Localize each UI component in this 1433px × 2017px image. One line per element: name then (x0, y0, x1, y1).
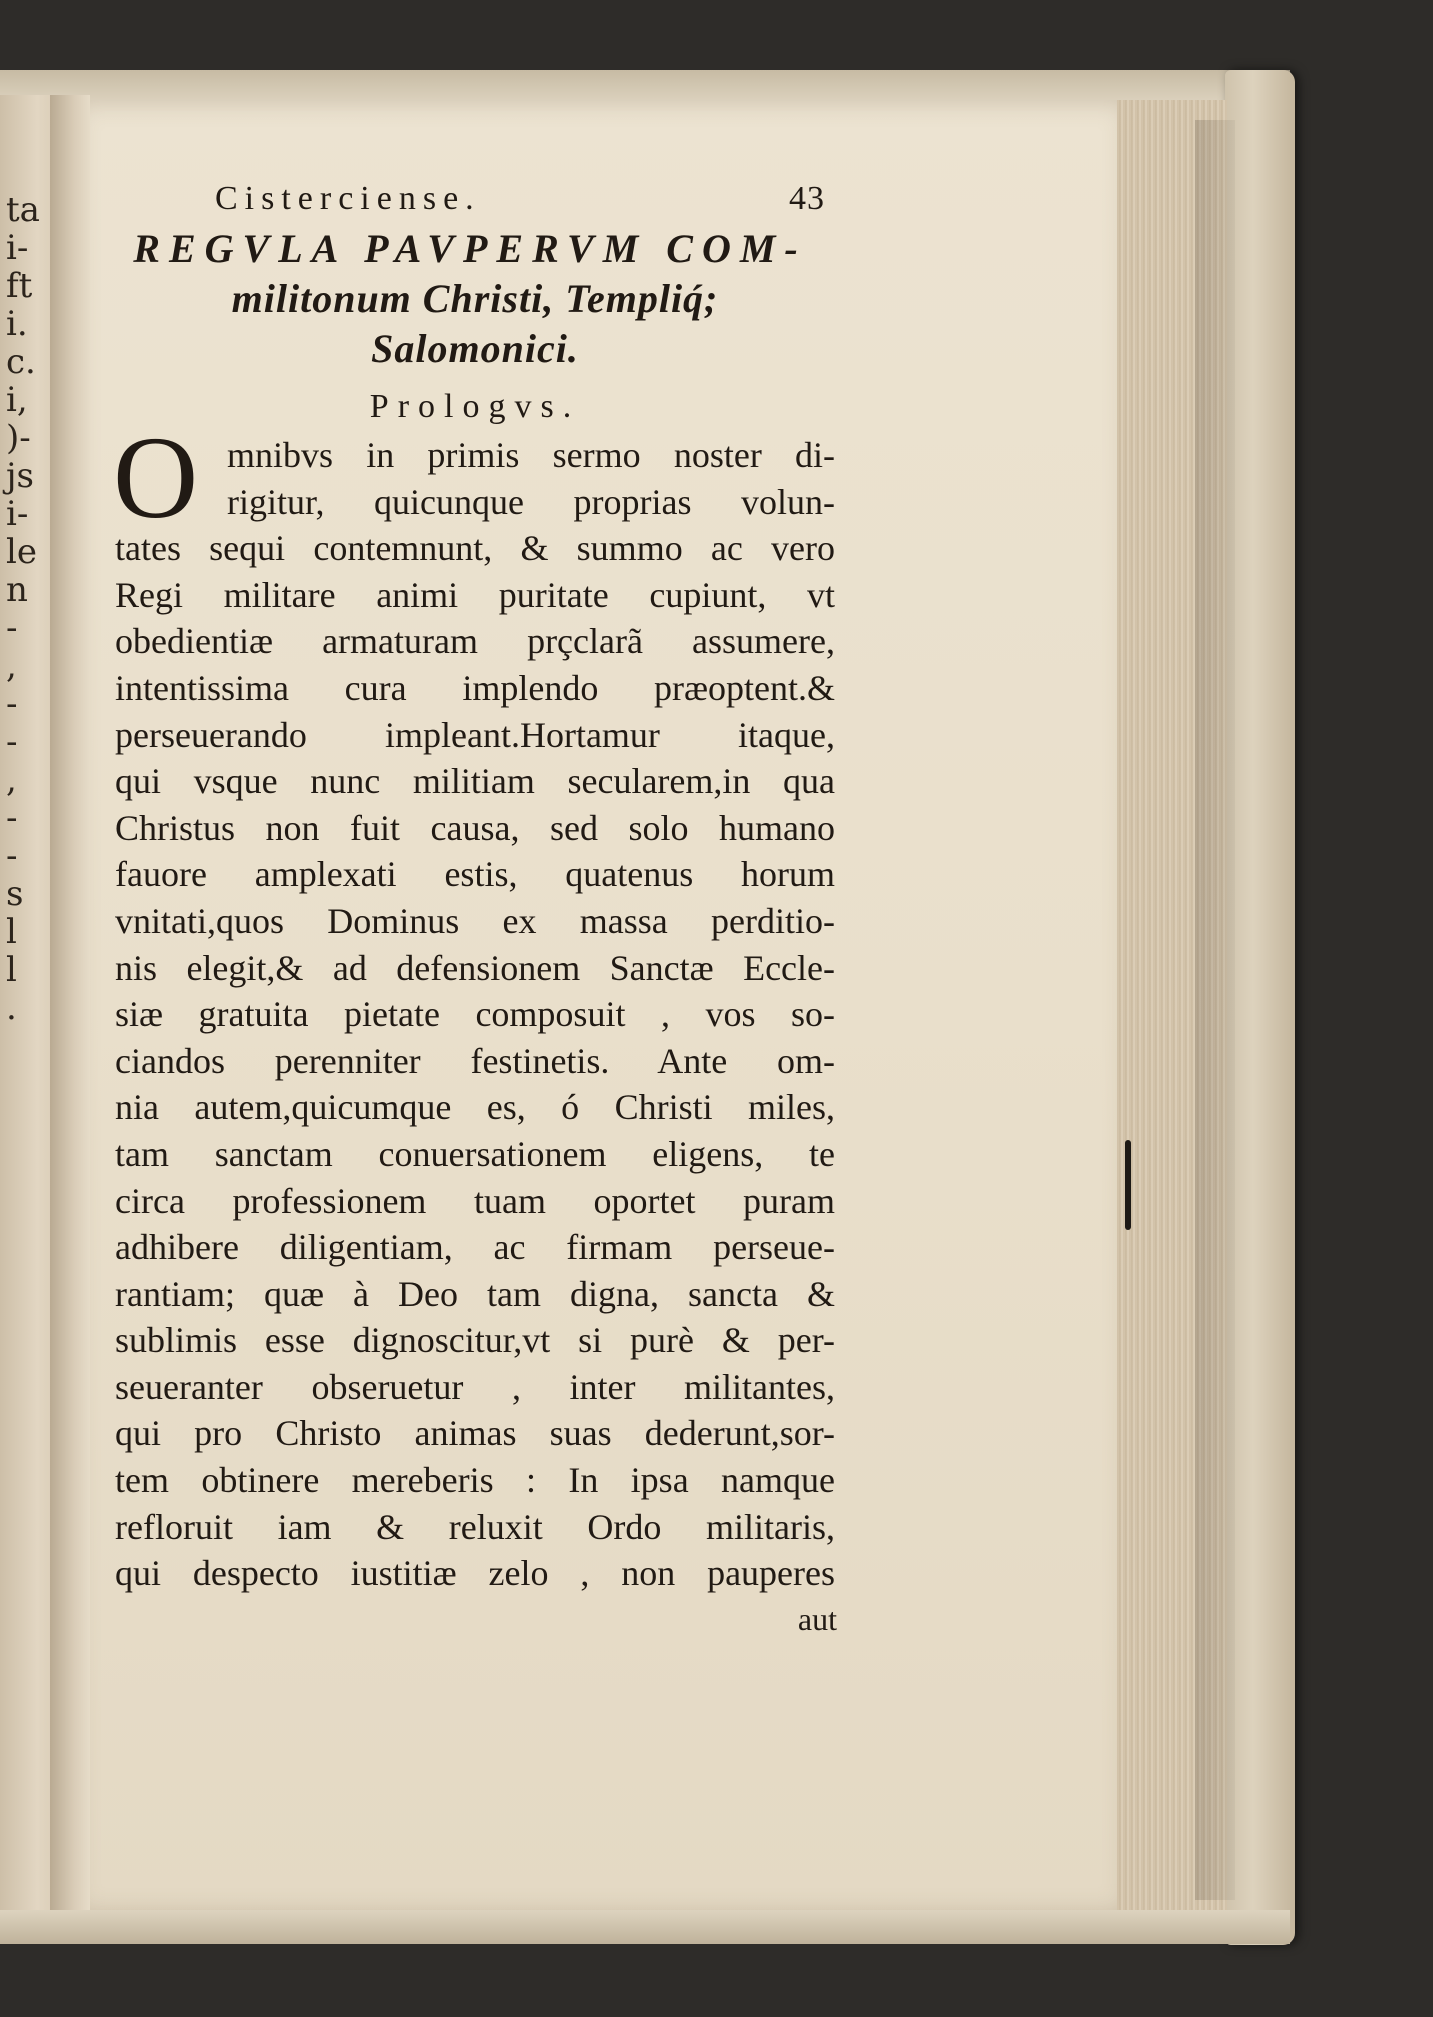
catchword: aut (797, 1600, 837, 1637)
text-line: tem obtinere mereberis : In ipsa namque (115, 1460, 835, 1501)
left-page-fragment: l (6, 950, 17, 990)
text-line: obedientiæ armaturam prçclarã assumere, (115, 621, 835, 662)
title-line-1: REGVLA PAVPERVM COM- (133, 226, 807, 271)
left-page-fragment: . (6, 988, 17, 1028)
text-line: siæ gratuita pietate composuit , vos so- (115, 994, 835, 1035)
left-page-fragment: i, (6, 380, 28, 420)
title-line-3: Salomonici. (371, 326, 579, 371)
left-page-fragment: n (6, 570, 28, 610)
left-page-fragment: - (6, 722, 18, 762)
title-line-2: militonum Christi, Templiq́; (231, 276, 719, 321)
text-line: Regi militare animi puritate cupiunt, vt (115, 574, 835, 615)
running-head (115, 180, 835, 224)
left-page-fragment: i. (6, 304, 28, 344)
binding-thread (1125, 1140, 1131, 1230)
left-page-fragment: , (6, 646, 17, 686)
book-top-edge (0, 70, 1290, 104)
text-line: qui despecto iustitiæ zelo , non pauperes (115, 1553, 835, 1594)
prologue-heading: Prologvs. (369, 388, 581, 425)
left-page-fragment: ta (6, 190, 40, 230)
edge-shadow (1195, 120, 1235, 1900)
drop-cap: O (113, 412, 199, 543)
left-page-fragment: - (6, 836, 18, 876)
left-page-fragment: i- (6, 228, 29, 268)
left-page-fragment: le (6, 532, 37, 572)
left-page-fragment: , (6, 760, 17, 800)
text-line: tates sequi contemnunt, & summo ac vero (115, 528, 835, 569)
left-page-fragment: js (6, 456, 34, 496)
text-line: circa professionem tuam oportet puram (115, 1180, 835, 1221)
text-line: ciandos perenniter festinetis. Ante om- (115, 1040, 835, 1081)
rule-title (115, 224, 835, 374)
left-page-fragment: - (6, 608, 18, 648)
left-page-fragment: - (6, 798, 18, 838)
page-number: 43 (789, 180, 825, 217)
text-line: sublimis esse dignoscitur,vt si purè & per- (115, 1320, 835, 1361)
prologue-body (113, 412, 835, 1597)
text-line: perseuerando impleant.Hortamur itaque, (115, 714, 835, 755)
left-page-fragment: l (6, 912, 17, 952)
text-line: mnibvs in primis sermo noster di- (227, 435, 835, 475)
page-gutter (50, 95, 90, 1925)
text-line: refloruit iam & reluxit Ordo militaris, (115, 1506, 835, 1547)
left-page-fragment: c. (6, 342, 36, 382)
left-page-fragment: )- (6, 418, 31, 458)
text-line: tam sanctam conuersationem eligens, te (115, 1133, 835, 1174)
page-text (115, 180, 835, 1638)
book-bottom-edge (0, 1910, 1290, 1944)
left-page-fragment: i- (6, 494, 29, 534)
text-line: vnitati,quos Dominus ex massa perditio- (115, 900, 835, 941)
left-page-fragment: - (6, 684, 18, 724)
left-page-fragment: s (6, 874, 24, 914)
text-line: Christus non fuit causa, sed solo humano (115, 807, 835, 848)
text-line: nia autem,quicumque es, ó Christi miles, (115, 1087, 835, 1128)
running-head-title: Cisterciense. (215, 180, 481, 217)
left-page-fragment: ft (6, 266, 33, 306)
text-line: qui vsque nunc militiam secularem,in qua (115, 761, 835, 802)
text-line: rigitur, quicunque proprias volun- (227, 481, 835, 522)
text-line: adhibere diligentiam, ac firmam perseue- (115, 1227, 835, 1268)
text-line: intentissima cura implendo præoptent.& (115, 667, 835, 708)
text-line: rantiam; quæ à Deo tam digna, sancta & (115, 1273, 835, 1314)
text-line: fauore amplexati estis, quatenus horum (115, 854, 835, 895)
text-line: qui pro Christo animas suas dederunt,sor- (115, 1413, 835, 1454)
text-line: nis elegit,& ad defensionem Sanctæ Eccle- (115, 947, 835, 988)
book-binding (1225, 70, 1295, 1945)
text-line: seueranter obseruetur , inter militantes, (115, 1366, 835, 1407)
